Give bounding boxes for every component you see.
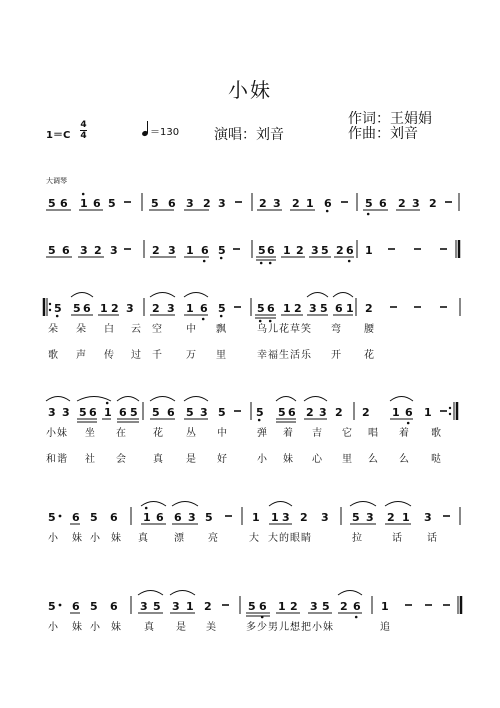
note-2: 2	[365, 302, 373, 315]
note-3: 3	[218, 197, 226, 210]
lyric-syllable: 过	[131, 350, 141, 361]
note-6: 6	[405, 406, 413, 419]
note-6: 6	[200, 302, 208, 315]
slur-arc	[150, 293, 175, 298]
note-3: 3	[319, 406, 327, 419]
note-1: 1	[306, 197, 314, 210]
slur-arc	[338, 591, 362, 596]
note-5: 5	[321, 244, 329, 257]
slur-arc	[172, 502, 198, 507]
lyric-syllable: 云	[131, 324, 141, 335]
singer-credit: 演唱：刘音	[214, 127, 284, 143]
note-2: 2	[336, 244, 344, 257]
note-6: 6	[156, 511, 164, 524]
note-1-high: 1	[104, 406, 112, 419]
lyric-syllable: 和谐	[46, 454, 68, 465]
lyric-syllable: 会	[116, 454, 126, 465]
note-2: 2	[204, 600, 212, 613]
octave-high-dot	[106, 402, 109, 405]
note-6: 6	[60, 197, 68, 210]
octave-low-dot	[269, 262, 272, 265]
song-title: 小妹	[228, 78, 272, 102]
lyric-syllable: 里	[342, 454, 352, 465]
note-1-high: 1	[80, 197, 88, 210]
note-5: 5	[152, 406, 160, 419]
note-2: 2	[292, 197, 300, 210]
lyric-syllable: 腰	[364, 324, 374, 335]
note-6: 6	[72, 511, 80, 524]
lyric-syllable: 声	[76, 350, 86, 361]
note-6: 6	[201, 244, 209, 257]
octave-low-dot	[348, 260, 351, 263]
note-3: 3	[186, 197, 194, 210]
note-5: 5	[365, 197, 373, 210]
lyric-syllable: 小	[48, 622, 58, 633]
note-6: 6	[353, 600, 361, 613]
lyric-syllable: 妹	[72, 622, 82, 633]
slur-arc	[333, 293, 353, 298]
note-3: 3	[110, 244, 118, 257]
note-1: 1	[381, 600, 389, 613]
lyric-syllable: 话	[392, 533, 402, 544]
note-2: 2	[340, 600, 348, 613]
note-5: 5	[48, 244, 56, 257]
slur-arc	[141, 502, 166, 507]
augmentation-dot	[59, 604, 62, 607]
note-2: 2	[94, 244, 102, 257]
repeat-dot	[49, 309, 51, 311]
lyric-syllable: 小	[257, 454, 267, 465]
lyric-syllable: 小	[90, 622, 100, 633]
lyric-syllable: 朵	[48, 324, 58, 335]
lyric-syllable: 弹	[257, 428, 267, 439]
note-3: 3	[309, 302, 317, 315]
octave-low-dot	[326, 210, 329, 213]
note-6: 6	[267, 244, 275, 257]
note-2: 2	[362, 406, 370, 419]
lyric-syllable: 着	[283, 428, 293, 439]
lyric-syllable: 中	[186, 324, 196, 335]
slur-arc	[390, 397, 413, 402]
lyric-syllable: 中	[217, 428, 227, 439]
note-2: 2	[387, 511, 395, 524]
lyric-syllable: 妹	[283, 454, 293, 465]
note-6: 6	[62, 244, 70, 257]
lyric-syllable: 花	[153, 428, 163, 439]
octave-low-dot	[202, 318, 205, 321]
slur-arc	[150, 397, 175, 402]
note-6: 6	[174, 511, 182, 524]
note-1: 1	[346, 302, 354, 315]
lyric-syllable: 大	[249, 533, 259, 544]
lyric-syllable: 真	[144, 622, 154, 633]
note-2: 2	[306, 406, 314, 419]
lyric-syllable: 小妹	[46, 428, 68, 439]
note-2: 2	[398, 197, 406, 210]
note-3: 3	[140, 600, 148, 613]
note-3: 3	[167, 302, 175, 315]
lyric-syllable: 亮	[208, 533, 218, 544]
lyric-syllable: 开	[331, 350, 341, 361]
octave-low-dot	[203, 260, 206, 263]
slur-arc	[184, 293, 208, 298]
note-1: 1	[271, 511, 279, 524]
slur-arc	[307, 293, 328, 298]
lyric-syllable: 传	[104, 350, 114, 361]
lyric-syllable: 追	[380, 622, 390, 633]
lyric-syllable: 坐	[85, 428, 95, 439]
note-3: 3	[321, 511, 329, 524]
note-6: 6	[110, 600, 118, 613]
lyric-syllable: 飘	[216, 324, 226, 335]
octave-low-dot	[258, 419, 261, 422]
note-1: 1	[365, 244, 373, 257]
note-2: 2	[152, 302, 160, 315]
note-3: 3	[168, 244, 176, 257]
lyric-syllable: 在	[116, 428, 126, 439]
slur-arc	[184, 397, 208, 402]
meter-bottom: 4	[80, 131, 87, 141]
lyric-syllable: 妹	[72, 533, 82, 544]
note-1: 1	[283, 244, 291, 257]
lyric-syllable: 心	[312, 454, 322, 465]
note-1: 1	[278, 600, 286, 613]
lyric-syllable: 万	[186, 350, 196, 361]
meter-top: 4	[80, 120, 87, 130]
lyric-syllable: 幸福生活乐	[257, 350, 312, 361]
note-3: 3	[412, 197, 420, 210]
note-5: 5	[278, 406, 286, 419]
instrument-label: 大调琴	[46, 177, 67, 185]
slur-arc	[276, 397, 296, 402]
note-2: 2	[294, 302, 302, 315]
slur-arc	[385, 502, 411, 507]
note-6: 6	[89, 406, 97, 419]
octave-low-dot	[56, 315, 59, 318]
lyric-syllable: 它	[342, 428, 352, 439]
note-3: 3	[200, 406, 208, 419]
note-5: 5	[48, 600, 56, 613]
note-5: 5	[130, 406, 138, 419]
repeat-dot	[49, 303, 51, 305]
lyric-syllable: 空	[152, 324, 162, 335]
lyric-syllable: 真	[138, 533, 148, 544]
lyric-syllable: 大的眼睛	[268, 533, 312, 544]
note-5: 5	[218, 302, 226, 315]
octave-low-dot	[220, 315, 223, 318]
lyric-syllable: 美	[206, 622, 216, 633]
note-5: 5	[218, 406, 226, 419]
lyric-syllable: 着	[399, 428, 409, 439]
lyric-syllable: 歌	[431, 428, 441, 439]
slur-arc	[77, 397, 111, 402]
note-1: 1	[283, 302, 291, 315]
slur-arc	[46, 397, 70, 402]
note-3: 3	[282, 511, 290, 524]
note-5: 5	[153, 600, 161, 613]
lyric-syllable: 小	[48, 533, 58, 544]
note-5: 5	[352, 511, 360, 524]
note-6: 6	[110, 511, 118, 524]
lyric-syllable: 花	[364, 350, 374, 361]
octave-high-dot	[82, 193, 85, 196]
note-5: 5	[218, 244, 226, 257]
note-3: 3	[48, 406, 56, 419]
lyric-syllable: 是	[176, 622, 186, 633]
octave-low-dot	[220, 257, 223, 260]
note-1-high: 1	[143, 511, 151, 524]
lyric-syllable: 千	[152, 350, 162, 361]
note-2: 2	[296, 244, 304, 257]
note-6: 6	[379, 197, 387, 210]
note-5: 5	[248, 600, 256, 613]
lyric-syllable: 唱	[368, 428, 378, 439]
note-6: 6	[167, 406, 175, 419]
note-1: 1	[100, 302, 108, 315]
lyric-syllable: 妹	[111, 622, 121, 633]
note-6: 6	[119, 406, 127, 419]
octave-low-dot	[260, 262, 263, 265]
lyric-syllable: 拉	[352, 533, 362, 544]
note-1: 1	[186, 244, 194, 257]
lyric-syllable: 好	[217, 454, 227, 465]
slur-arc	[117, 397, 139, 402]
note-3: 3	[311, 244, 319, 257]
augmentation-dot	[59, 515, 62, 518]
lyric-syllable: 歌	[48, 350, 58, 361]
lyricist-credit: 作词：王娟娟	[348, 111, 432, 127]
slur-arc	[350, 502, 376, 507]
note-6: 6	[324, 197, 332, 210]
note-6: 6	[168, 197, 176, 210]
note-5: 5	[48, 197, 56, 210]
note-2: 2	[203, 197, 211, 210]
note-3: 3	[126, 302, 134, 315]
lyric-syllable: 妹	[111, 533, 121, 544]
note-2: 2	[335, 406, 343, 419]
note-5: 5	[108, 197, 116, 210]
note-5: 5	[54, 302, 62, 315]
note-5: 5	[90, 511, 98, 524]
note-5: 5	[322, 600, 330, 613]
note-2: 2	[429, 197, 437, 210]
lyric-syllable: 么	[368, 454, 378, 465]
note-6: 6	[267, 302, 275, 315]
lyric-syllable: 里	[216, 350, 226, 361]
note-2: 2	[300, 511, 308, 524]
repeat-dot	[449, 407, 451, 409]
note-6: 6	[83, 302, 91, 315]
note-3: 3	[366, 511, 374, 524]
note-1: 1	[402, 511, 410, 524]
note-6: 6	[288, 406, 296, 419]
note-2: 2	[152, 244, 160, 257]
note-5: 5	[151, 197, 159, 210]
lyric-syllable: 是	[186, 454, 196, 465]
octave-high-dot	[145, 507, 148, 510]
note-6: 6	[259, 600, 267, 613]
lyric-syllable: 弯	[331, 324, 341, 335]
note-5: 5	[258, 244, 266, 257]
lyric-syllable: 多少男儿想把小妹	[246, 622, 334, 633]
note-5: 5	[186, 406, 194, 419]
slur-arc	[170, 591, 195, 596]
lyric-syllable: 朵	[76, 324, 86, 335]
note-5: 5	[320, 302, 328, 315]
note-5: 5	[256, 406, 264, 419]
octave-low-dot	[367, 213, 370, 216]
note-1: 1	[424, 406, 432, 419]
slur-arc	[304, 397, 327, 402]
note-3: 3	[424, 511, 432, 524]
tempo-value: ＝130	[150, 127, 180, 138]
slur-arc	[269, 502, 292, 507]
lyric-syllable: 社	[85, 454, 95, 465]
lyric-syllable: 哒	[431, 454, 441, 465]
note-2: 2	[290, 600, 298, 613]
note-6: 6	[93, 197, 101, 210]
note-2: 2	[259, 197, 267, 210]
lyric-syllable: 乌儿花草笑	[257, 324, 312, 335]
note-1: 1	[186, 302, 194, 315]
repeat-dot	[449, 413, 451, 415]
note-5: 5	[73, 302, 81, 315]
note-6: 6	[346, 244, 354, 257]
note-3: 3	[310, 600, 318, 613]
lyric-syllable: 小	[90, 533, 100, 544]
lyric-syllable: 漂	[174, 533, 184, 544]
note-5: 5	[205, 511, 213, 524]
note-5: 5	[79, 406, 87, 419]
note-3: 3	[188, 511, 196, 524]
composer-credit: 作曲：刘音	[348, 126, 418, 142]
lyric-syllable: 么	[399, 454, 409, 465]
note-5: 5	[257, 302, 265, 315]
note-3: 3	[273, 197, 281, 210]
lyric-syllable: 吉	[312, 428, 322, 439]
slur-arc	[138, 591, 163, 596]
note-3: 3	[80, 244, 88, 257]
note-5: 5	[48, 511, 56, 524]
note-1: 1	[392, 406, 400, 419]
note-5: 5	[90, 600, 98, 613]
note-2: 2	[111, 302, 119, 315]
lyric-syllable: 真	[153, 454, 163, 465]
note-1: 1	[252, 511, 260, 524]
note-6: 6	[72, 600, 80, 613]
note-6: 6	[335, 302, 343, 315]
note-3: 3	[172, 600, 180, 613]
slur-arc	[71, 293, 93, 298]
lyric-syllable: 话	[427, 533, 437, 544]
lyric-syllable: 白	[104, 324, 114, 335]
lyric-syllable: 丛	[186, 428, 196, 439]
key-signature: 1＝C	[46, 130, 71, 141]
note-1: 1	[186, 600, 194, 613]
note-3: 3	[62, 406, 70, 419]
